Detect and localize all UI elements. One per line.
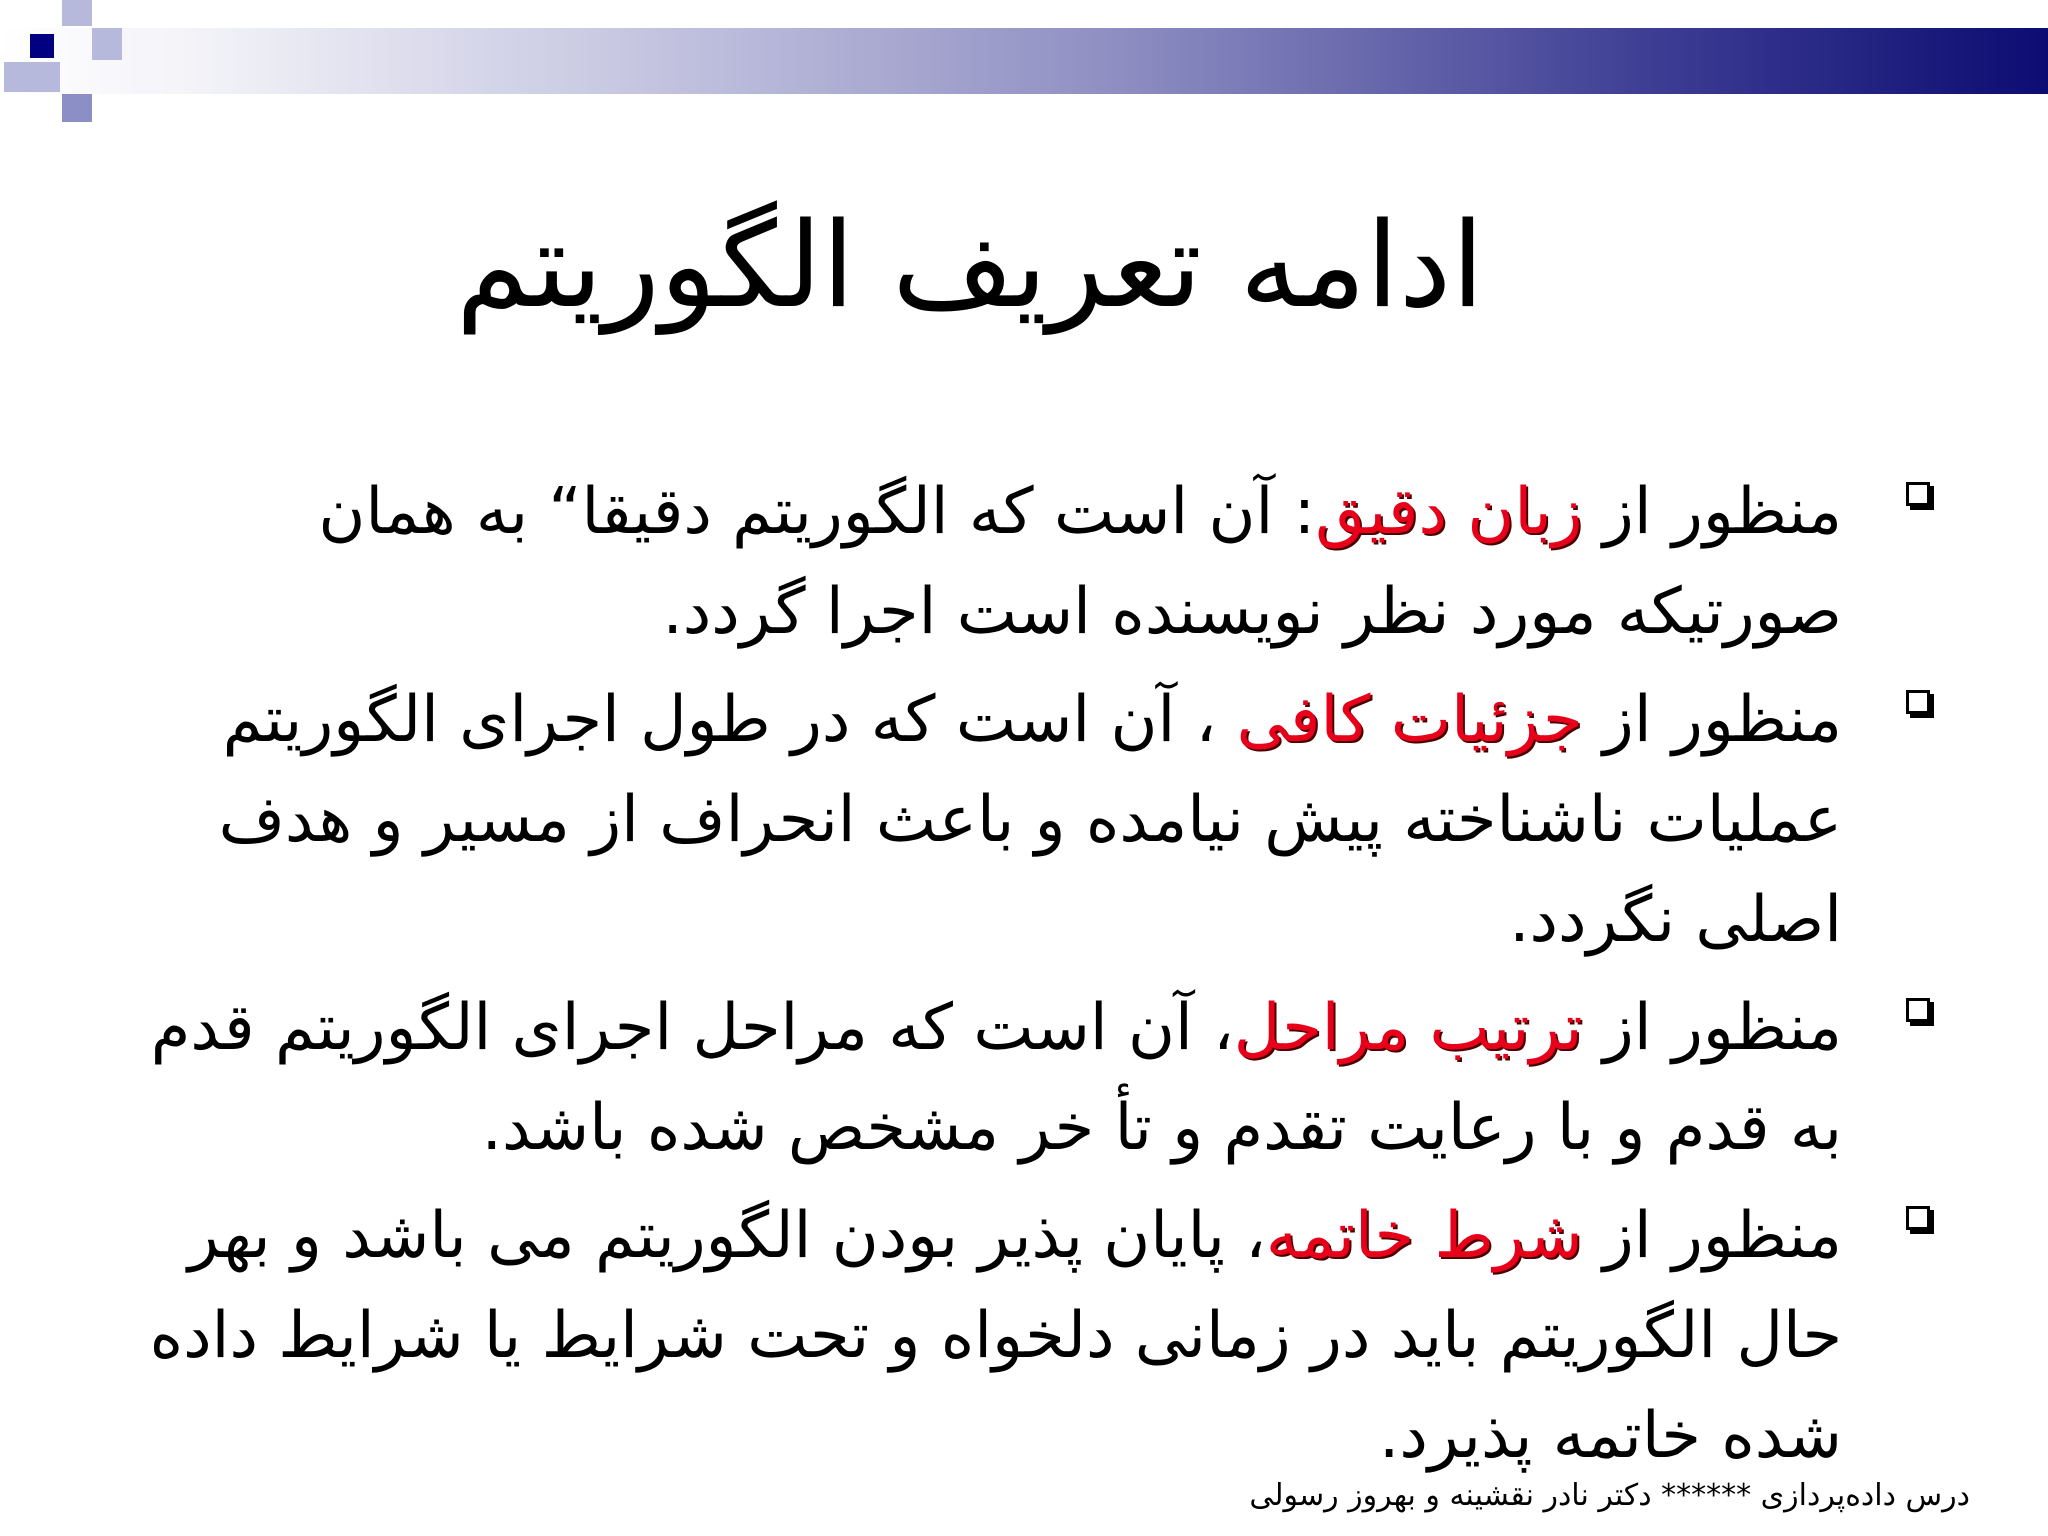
header-gradient-band	[0, 28, 2048, 94]
bullet-text	[120, 978, 1842, 1178]
bullet-text-after: : آن است که الگوریتم دقیقا“ به همان صورتیکه مورد نظر نویسنده است اجرا گردد.	[318, 475, 1842, 649]
bullet-item-precise-language	[120, 462, 1930, 662]
bullet-text	[120, 1186, 1842, 1486]
bullet-text-before: منظور از	[1582, 991, 1842, 1065]
bullet-item-sufficient-detail	[120, 670, 1930, 970]
bullet-text	[120, 462, 1842, 662]
bullet-highlight: زبان دقیق	[1315, 475, 1583, 549]
decor-square-dark	[30, 34, 54, 58]
checkbox-bullet-icon	[1906, 482, 1930, 506]
bullet-list	[120, 462, 1930, 1494]
decor-square-mid	[62, 94, 92, 122]
bullet-text-before: منظور از	[1582, 475, 1842, 549]
bullet-text-before: منظور از	[1582, 683, 1842, 757]
slide-title: ادامه تعریف الگوریتم	[455, 196, 1485, 334]
bullet-highlight: شرط خاتمه	[1265, 1199, 1583, 1273]
decor-square-light-top	[62, 0, 92, 26]
checkbox-bullet-icon	[1906, 998, 1930, 1022]
bullet-highlight: ترتیب مراحل	[1233, 991, 1583, 1065]
bullet-text-after: ، آن است که در طول اجرای الگوریتم عملیات ناشناخته پیش نیامده و باعث انحراف از مسیر و هدف اصلی نگردد.	[218, 683, 1842, 957]
decor-square-light-left	[4, 62, 30, 92]
checkbox-bullet-icon	[1906, 690, 1930, 714]
decor-square-light-right	[92, 28, 122, 60]
bullet-highlight: جزئیات کافی	[1236, 683, 1583, 757]
decor-square-light-mid	[30, 62, 60, 92]
slide-footer: درس داده‌پردازی ****** دکتر نادر نقشینه و بهروز رسولی	[1249, 1478, 1970, 1513]
checkbox-bullet-icon	[1906, 1206, 1930, 1230]
bullet-item-step-order	[120, 978, 1930, 1178]
bullet-text	[120, 670, 1842, 970]
bullet-item-termination	[120, 1186, 1930, 1486]
bullet-text-after: ، آن است که مراحل اجرای الگوریتم قدم به قدم و با رعایت تقدم و تأ خر مشخص شده باشد.	[150, 991, 1842, 1165]
bullet-text-before: منظور از	[1582, 1199, 1842, 1273]
bullet-text-after: ، پایان پذیر بودن الگوریتم می باشد و بهر حال الگوریتم باید در زمانی دلخواه و تحت شرایط یا شرایط داده شده خاتمه پذیرد.	[149, 1199, 1842, 1473]
